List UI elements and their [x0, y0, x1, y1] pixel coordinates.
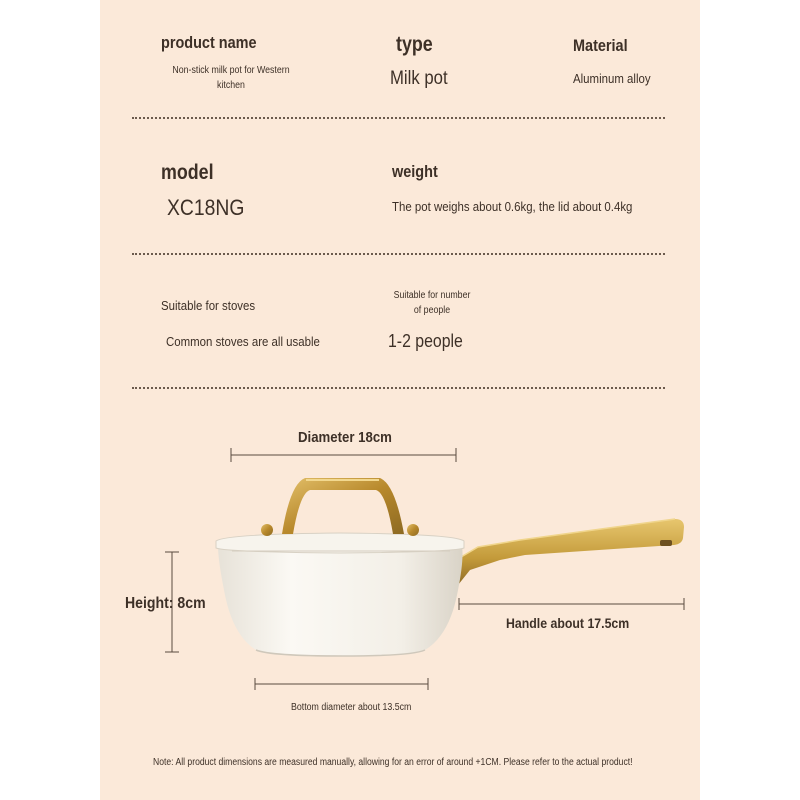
material-label: Material [573, 36, 628, 55]
stoves-label: Suitable for stoves [161, 298, 256, 313]
height-label: Height: 8cm [125, 595, 206, 612]
weight-value: The pot weighs about 0.6kg, the lid about 0.4kg [392, 199, 633, 214]
model-value: XC18NG [167, 195, 245, 220]
measurement-note: Note: All product dimensions are measured manually, allowing for an error of around +1CM. Please refer to the actual product! [153, 757, 633, 768]
diameter-dimension-line [231, 448, 456, 462]
bottom-dimension-line [255, 678, 428, 690]
people-value: 1-2 people [388, 331, 463, 351]
product-name-value-line2: kitchen [217, 80, 245, 91]
lid-handle [282, 478, 404, 534]
type-label: type [396, 33, 433, 56]
handle-dimension-line [459, 598, 684, 610]
pot-body [216, 524, 464, 656]
weight-label: weight [392, 162, 438, 181]
stoves-value: Common stoves are all usable [166, 334, 320, 349]
people-label-line1: Suitable for number [393, 290, 471, 301]
material-value: Aluminum alloy [573, 71, 651, 86]
handle-label: Handle about 17.5cm [506, 615, 630, 631]
people-label-line2: of people [413, 305, 451, 316]
type-value: Milk pot [390, 68, 448, 89]
product-name-label: product name [161, 33, 257, 52]
product-name-value-line1: Non-stick milk pot for Western [172, 65, 290, 76]
model-label: model [161, 161, 214, 184]
pot-handle [444, 519, 684, 586]
diameter-label: Diameter 18cm [298, 429, 392, 446]
bottom-diameter-label: Bottom diameter about 13.5cm [291, 702, 412, 713]
